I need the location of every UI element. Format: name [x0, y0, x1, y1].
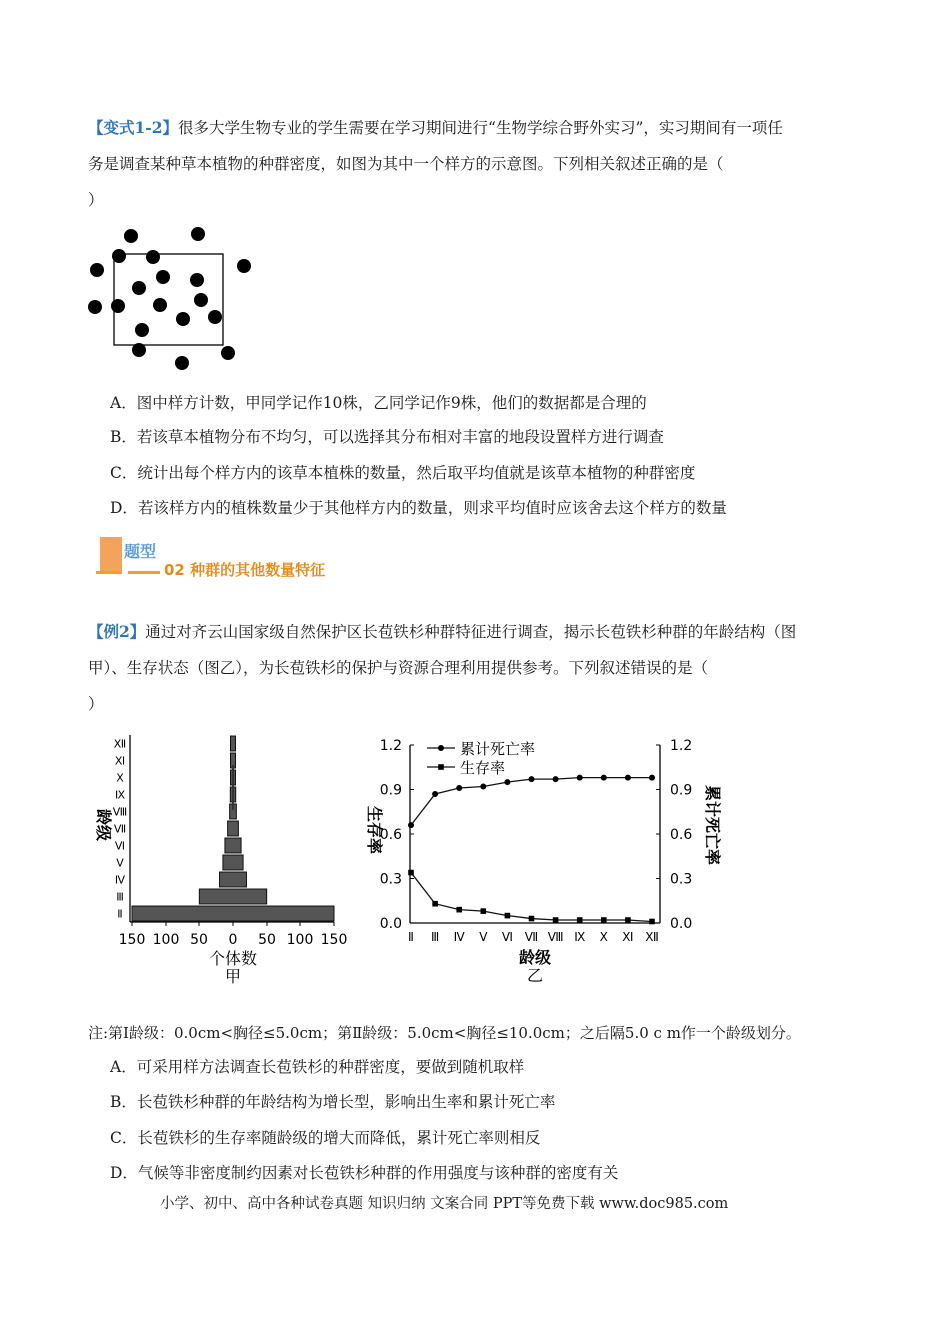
x-tick-label: Ⅲ [430, 930, 440, 944]
right-y-tick-label: 1.2 [670, 738, 693, 754]
q1-text-line3: ） [88, 191, 104, 209]
q2-tag: 【例2】 [88, 622, 146, 641]
plant-dot [135, 323, 149, 337]
x-tick-label: 0 [228, 932, 238, 948]
point-cumulative-mortality [504, 779, 510, 785]
plant-dot [156, 270, 170, 284]
plant-dot [146, 250, 160, 264]
point-survival-rate [432, 901, 438, 907]
plant-dot [176, 312, 190, 326]
section-title: 02 种群的其他数量特征 [164, 561, 326, 579]
age-bar-6 [225, 838, 241, 853]
age-class-label: Ⅶ [113, 822, 127, 836]
left-y-tick-label: 1.2 [379, 738, 402, 754]
plant-dot [88, 300, 102, 314]
x-tick-label: Ⅱ [408, 930, 414, 944]
q2-option-c: C．长苞铁杉的生存率随龄级的增大而降低，累计死亡率则相反 [110, 1129, 541, 1147]
plant-dot [90, 263, 104, 277]
x-tick-label: Ⅸ [574, 930, 586, 944]
q1-option-c: C．统计出每个样方内的该草本植株的数量，然后取平均值就是该草本植物的种群密度 [110, 464, 696, 482]
plant-dot [191, 227, 205, 241]
q1-text-line2: 务是调查某种草本植物的种群密度，如图为其中一个样方的示意图。下列相关叙述正确的是（ [88, 155, 724, 173]
point-survival-rate [408, 870, 414, 876]
age-class-label: Ⅻ [113, 737, 127, 751]
point-survival-rate [649, 919, 655, 925]
q2-option-a: A．可采用样方法调查长苞铁杉的种群密度，要做到随机取样 [110, 1058, 525, 1076]
point-cumulative-mortality [529, 776, 535, 782]
age-class-label: Ⅺ [114, 754, 126, 768]
x-tick-label: Ⅶ [524, 930, 539, 944]
left-y-tick-label: 0.9 [379, 782, 402, 799]
chart-title: 甲 [224, 967, 242, 986]
plant-dot [132, 281, 146, 295]
plant-dot [112, 249, 126, 263]
series-line-1 [411, 778, 652, 825]
age-bar-12 [231, 736, 236, 751]
legend-marker [438, 764, 444, 770]
plant-dot [221, 346, 235, 360]
point-cumulative-mortality [625, 775, 631, 781]
age-bar-5 [223, 855, 243, 870]
section-block [100, 537, 122, 571]
age-class-label: Ⅵ [114, 839, 126, 853]
age-class-label: Ⅸ [114, 788, 126, 802]
right-y-tick-label: 0.3 [670, 871, 693, 888]
legend-label: 生存率 [460, 759, 506, 777]
left-y-tick-label: 0.0 [379, 916, 402, 932]
age-bar-2 [132, 906, 334, 921]
right-y-tick-label: 0.6 [670, 827, 693, 843]
y-axis-title: 龄级 [94, 808, 113, 842]
point-cumulative-mortality [649, 775, 655, 781]
point-survival-rate [601, 917, 607, 923]
point-cumulative-mortality [432, 791, 438, 797]
age-class-label: Ⅹ [116, 771, 124, 785]
x-tick-label: 150 [320, 932, 348, 948]
x-tick-label: Ⅹ [599, 930, 608, 944]
right-y-tick-label: 0.9 [670, 782, 693, 799]
x-tick-label: Ⅴ [479, 930, 488, 944]
age-class-label: Ⅱ [117, 907, 123, 921]
section-label: 题型 [124, 542, 157, 561]
x-tick-label: 150 [118, 932, 146, 948]
q1-option-d: D．若该样方内的植株数量少于其他样方内的数量，则求平均值时应该舍去这个样方的数量 [110, 499, 727, 517]
survival-curve-chart [355, 730, 725, 990]
age-structure-chart [80, 725, 370, 995]
q1-tag: 【变式1-2】 [88, 118, 179, 137]
x-axis-title: 个体数 [208, 949, 258, 968]
point-survival-rate [625, 917, 631, 923]
plant-dot [237, 259, 251, 273]
plant-dot [175, 356, 189, 370]
q2-text-line1: 通过对齐云山国家级自然保护区长苞铁杉种群特征进行调查，揭示长苞铁杉种群的年龄结构（图 [145, 623, 797, 641]
q1-text-line1: 很多大学生物专业的学生需要在学习期间进行“生物学综合野外实习”，实习期间有一项任 [178, 119, 783, 137]
plant-dot [111, 299, 125, 313]
x-tick-label: Ⅵ [501, 930, 513, 944]
q1-option-a: A．图中样方计数，甲同学记作10株，乙同学记作9株，他们的数据都是合理的 [110, 394, 647, 412]
left-y-axis-title: 生存率 [365, 805, 384, 855]
series-line-2 [411, 873, 652, 922]
point-cumulative-mortality [577, 775, 583, 781]
point-survival-rate [553, 917, 559, 923]
x-tick-label: Ⅷ [547, 930, 564, 944]
age-bar-7 [228, 821, 239, 836]
q2-stem [88, 614, 868, 722]
age-class-label: Ⅴ [116, 856, 124, 870]
age-class-label: Ⅷ [112, 805, 128, 819]
x-tick-label: 100 [286, 932, 314, 948]
q1-option-b: B．若该草本植物分布不均匀，可以选择其分布相对丰富的地段设置样方进行调查 [110, 428, 664, 446]
right-y-axis-title: 累计死亡率 [703, 784, 722, 866]
plant-dot [208, 310, 222, 324]
point-survival-rate [456, 907, 462, 913]
q2-option-d: D．气候等非密度制约因素对长苞铁杉种群的作用强度与该种群的密度有关 [110, 1164, 619, 1182]
point-cumulative-mortality [601, 775, 607, 781]
quadrat-figure [80, 222, 270, 374]
point-survival-rate [529, 916, 535, 922]
section-underline [96, 571, 122, 574]
plant-dot [190, 273, 204, 287]
plant-dot [132, 343, 146, 357]
q2-text-line2: 甲）、生存状态（图乙），为长苞铁杉的保护与资源合理利用提供参考。下列叙述错误的是（ [88, 659, 709, 677]
legend-label: 累计死亡率 [460, 740, 536, 758]
age-bar-3 [199, 889, 266, 904]
plant-dot [124, 229, 138, 243]
x-axis-title: 龄级 [518, 948, 552, 967]
age-class-label: Ⅳ [114, 873, 126, 887]
point-cumulative-mortality [480, 784, 486, 790]
q2-option-b: B．长苞铁杉种群的年龄结构为增长型，影响出生率和累计死亡率 [110, 1093, 556, 1111]
section-underline [128, 571, 160, 574]
legend-marker [438, 745, 444, 751]
chart-title: 乙 [526, 966, 544, 985]
point-survival-rate [577, 917, 583, 923]
section-header [94, 535, 354, 577]
right-y-tick-label: 0.0 [670, 916, 693, 932]
x-tick-label: 50 [258, 932, 276, 948]
q2-note: 注:第Ⅰ龄级：0.0cm<胸径≤5.0cm；第Ⅱ龄级：5.0cm<胸径≤10.0cm；之后隔5.0 c m作一个龄级划分。 [88, 1024, 801, 1042]
age-class-label: Ⅲ [116, 890, 124, 904]
footer-text: 小学、初中、高中各种试卷真题 知识归纳 文案合同 PPT等免费下载 www.doc985.com [160, 1196, 729, 1212]
x-tick-label: Ⅺ [622, 930, 634, 944]
point-survival-rate [481, 908, 487, 914]
point-cumulative-mortality [553, 776, 559, 782]
point-cumulative-mortality [456, 785, 462, 791]
age-bar-4 [220, 872, 247, 887]
x-tick-label: 50 [190, 932, 208, 948]
x-tick-label: Ⅻ [645, 930, 659, 944]
point-survival-rate [505, 913, 511, 919]
plant-dot [153, 298, 167, 312]
left-y-tick-label: 0.3 [379, 871, 402, 888]
point-cumulative-mortality [408, 822, 414, 828]
q1-stem [88, 110, 868, 218]
q2-text-line3: ） [88, 695, 104, 713]
x-tick-label: 100 [152, 932, 180, 948]
x-tick-label: Ⅳ [453, 930, 465, 944]
left-y-tick-label: 0.6 [379, 827, 402, 843]
plant-dot [194, 293, 208, 307]
